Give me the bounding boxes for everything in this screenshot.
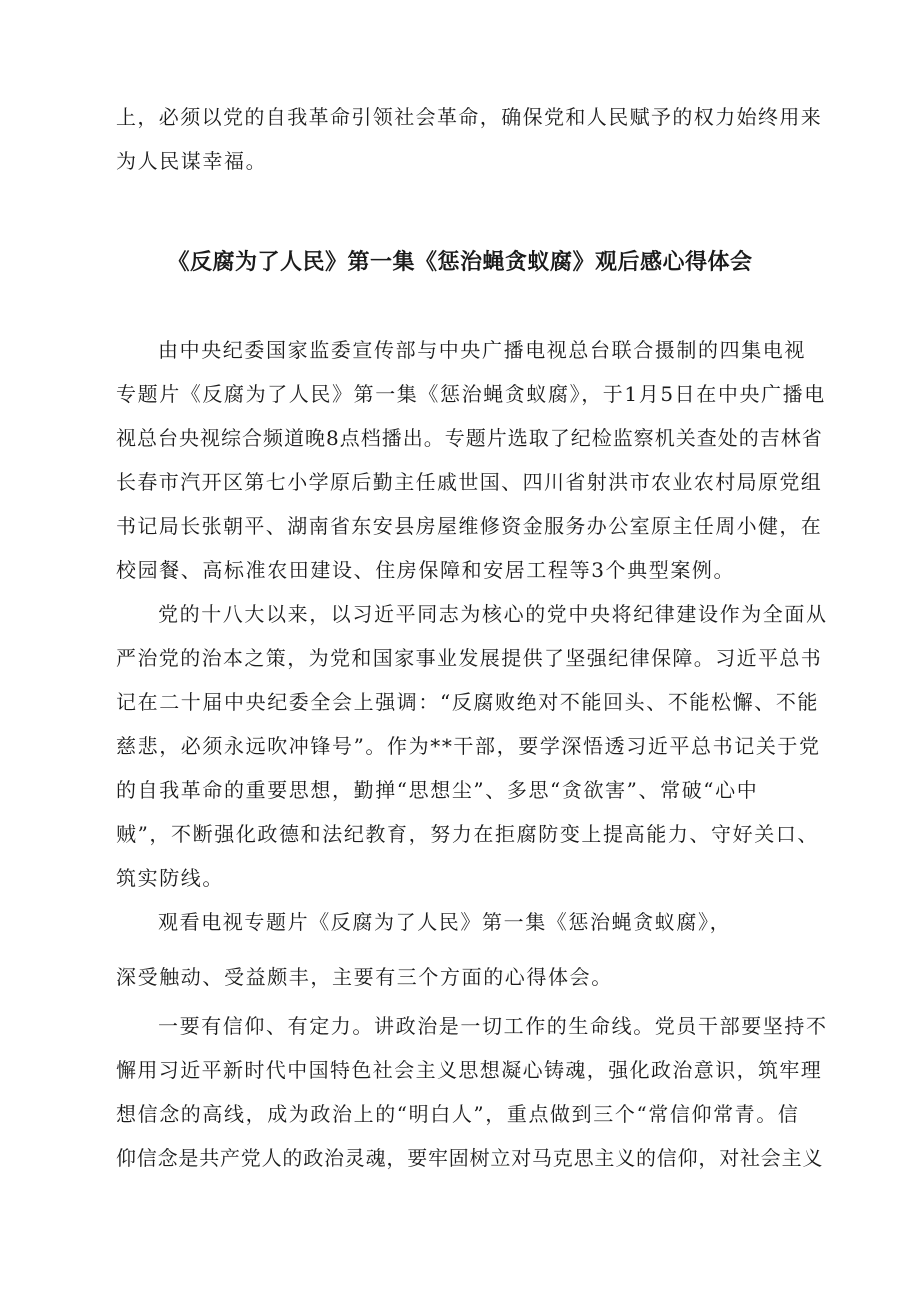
paragraph-line: 慈悲，必须永远吹冲锋号”。作为**干部，要学深悟透习近平总书记关于党 (116, 734, 821, 758)
paragraph-line: 一要有信仰、有定力。讲政治是一切工作的生命线。党员干部要坚持不 (158, 1014, 828, 1038)
intro-line: 为人民谋幸福。 (116, 149, 268, 173)
paragraph-line: 懈用习近平新时代中国特色社会主义思想凝心铸魂，强化政治意识，筑牢理 (116, 1058, 823, 1082)
paragraph-line: 严治党的治本之策，为党和国家事业发展提供了坚强纪律保障。习近平总书 (116, 646, 823, 670)
paragraph-line: 观看电视专题片《反腐为了人民》第一集《惩治蝇贪蚁腐》， (158, 910, 732, 934)
paragraph-line: 的自我革命的重要思想，勤掸“思想尘”、多思“贪欲害”、常破“心中 (116, 778, 759, 802)
paragraph-line: 仰信念是共产党人的政治灵魂，要牢固树立对马克思主义的信仰，对社会主义 (116, 1146, 824, 1170)
paragraph-line: 长春市汽开区第七小学原后勤主任戚世国、四川省射洪市农业农村局原党组 (116, 470, 823, 494)
paragraph-line: 由中央纪委国家监委宣传部与中央广播电视总台联合摄制的四集电视 (158, 338, 806, 362)
paragraph-line: 记在二十届中央纪委全会上强调：“反腐败绝对不能回头、不能松懈、不能 (116, 690, 820, 714)
paragraph-line: 书记局长张朝平、湖南省东安县房屋维修资金服务办公室原主任周小健，在 (116, 514, 823, 538)
paragraph-line: 党的十八大以来，以习近平同志为核心的党中央将纪律建设作为全面从 (158, 602, 828, 626)
paragraph-line: 校园餐、高标准农田建设、住房保障和安居工程等3个典型案例。 (116, 558, 736, 582)
paragraph-line: 专题片《反腐为了人民》第一集《惩治蝇贪蚁腐》，于1月5日在中央广播电 (116, 382, 826, 406)
paragraph-line: 深受触动、受益颇丰，主要有三个方面的心得体会。 (116, 965, 613, 989)
paragraph-line: 筑实防线。 (116, 866, 224, 890)
paragraph-line: 想信念的高线，成为政治上的“明白人”，重点做到三个“常信仰常青。信 (116, 1102, 800, 1126)
intro-line: 上，必须以党的自我革命引领社会革命，确保党和人民赋予的权力始终用来 (116, 105, 823, 129)
paragraph-line: 贼”，不断强化政德和法纪教育，努力在拒腐防变上提高能力、守好关口、 (116, 822, 820, 846)
paragraph-line: 视总台央视综合频道晚8点档播出。专题片选取了纪检监察机关查处的吉林省 (116, 426, 823, 450)
article-title: 《反腐为了人民》第一集《惩治蝇贪蚁腐》观后感心得体会 (167, 250, 753, 275)
